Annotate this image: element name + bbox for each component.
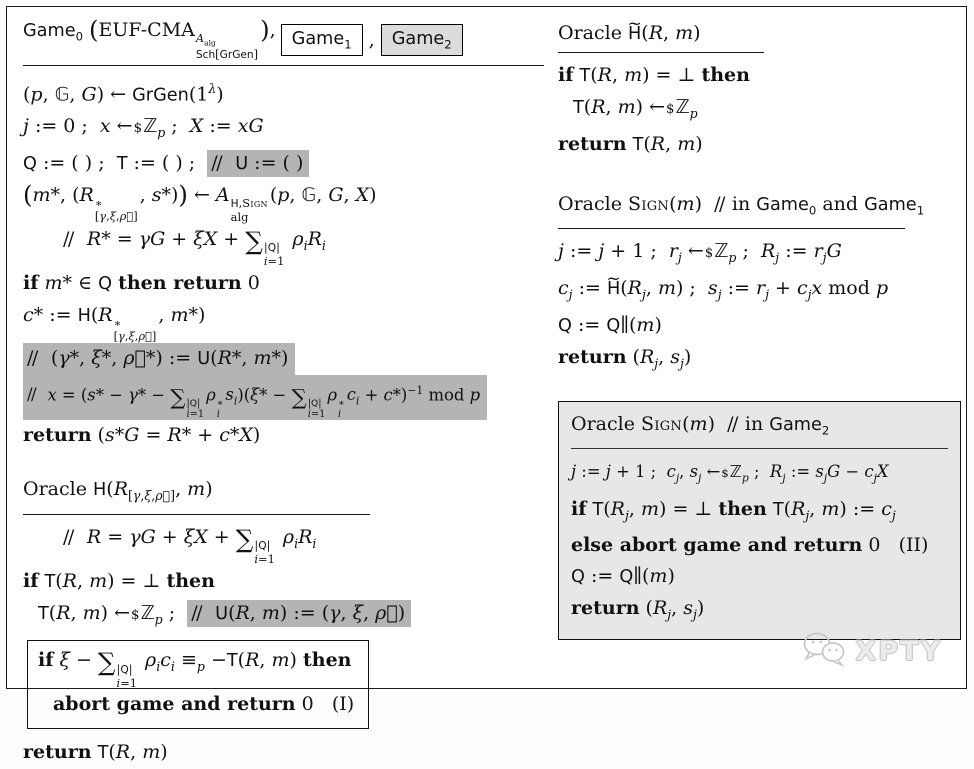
code-line: c* := H(R ∗ [γ,ξ,ρ⃗] , m*) (23, 303, 206, 343)
code-line: else abort game and return 0 (II) (571, 534, 929, 557)
code-line: if ξ − ∑ |Q| i=1 $\rho_ic_i \equiv_p -T(R$, m) then (38, 647, 352, 690)
watermark-label: XPTY (855, 636, 942, 667)
oracle-h-header: Oracle $H(R_{[\gamma,\xi,\rho⃗]}$, m) (23, 477, 213, 503)
code-line: j := j + 1 ; $r_j$ ←$ℤ$_p$ ; $R_j$ := $r_jG$ (558, 240, 842, 266)
oracle-htilde-header: Oracle H ~(R, m) (558, 17, 961, 50)
watermark (802, 631, 942, 672)
oracle-h-rule (23, 514, 370, 515)
oracle-sign2-body (571, 456, 948, 630)
figure-frame (6, 6, 967, 764)
oracle-sign01-header: Oracle Sign(m) // in Game$_0$ and Game$_1$ (558, 192, 925, 218)
game1-chip: Game$_1$ (281, 24, 363, 57)
chip-separator: , (368, 29, 375, 51)
code-line: Q := Q∥(m) (558, 313, 662, 336)
oracle-sign01-body (558, 236, 961, 378)
code-line: // (γ*, ξ*, ρ⃗*) := U(R*, m*) (23, 343, 295, 375)
code-line: // R = γG + ξX + ∑ |Q| i=1 $\rho_iR_i$ (63, 524, 317, 566)
oracle-sign2-header: Oracle Sign(m) // in Game$_2$ (571, 412, 830, 438)
oracle-htilde-rule (558, 52, 764, 53)
code-line: return (s*G = R* + c*X) (23, 423, 261, 446)
game-title-row (23, 14, 544, 63)
chat-bubbles-icon (802, 631, 850, 672)
left-column (23, 14, 544, 769)
code-line: j := 0 ; x ←$ℤ$_p$ ; X := xG (23, 115, 264, 141)
oracle-h-footer (23, 737, 544, 769)
title-rule (23, 65, 544, 66)
oracle-sign2-rule (571, 448, 948, 449)
game-body (23, 73, 544, 451)
code-line: return T(R, m) (558, 132, 703, 155)
code-line: $c_j$ := H $\sim(R_j$, m) ; $s_j$ := $r_j + c_jx$ mod p (558, 273, 961, 310)
code-line: abort game and return 0 (I) (53, 693, 355, 716)
oracle-sign01-rule (558, 228, 905, 229)
code-line: T(R, m) ←$ℤ$_p$ (573, 96, 698, 121)
code-line: (p, 𝔾, G) ← $GrGen(1^\lambda)$ (23, 81, 224, 106)
right-column (558, 17, 961, 640)
code-line: return ($R_j$, $s_j$) (571, 597, 705, 623)
game2-chip: Game$_2$ (381, 24, 463, 57)
oracle-sign2-box (558, 401, 961, 640)
code-line: Q := Q∥(m) (571, 565, 675, 588)
code-line: return T(R, m) (23, 741, 168, 764)
code-line: (m*, (R ∗ [γ,ξ,ρ⃗] , s*)) ← A H,Sign alg (p, 𝔾, G, X) (23, 180, 377, 225)
code-line: return ($R_j$, $s_j$) (558, 345, 692, 371)
code-line: if T(R, m) = ⊥ then (558, 64, 750, 86)
code-line: if $T(R_j$, m) = ⊥ then $T(R_j$, m) := $c_j$ (571, 497, 896, 523)
oracle-htilde-body (558, 60, 961, 161)
code-line: // x = (s* − γ* − ∑ |Q| i=1 ρ ∗ i $s_i)(\xi*$ − ∑ |Q| i=1 ρ ∗ i $c_i + c*)^{-1}$ mod p (23, 375, 487, 420)
abort-case-1-box (27, 640, 369, 729)
code-line: if m* ∈ Q then return 0 (23, 271, 260, 294)
code-line: if T(R, m) = ⊥ then (23, 569, 215, 592)
game0-title: Game$_0$ (EUF-CMA $A_{alg}$ Sch[GrGen] ), (23, 14, 276, 61)
code-line: Q := ( ) ; T := ( ) ; // U := ( ) (23, 148, 544, 180)
code-line: T(R, m) ←$ℤ$_p$ ; // U(R, m) := (γ, ξ, ρ⃗) (23, 598, 544, 635)
code-line: j := j + 1 ; $c_j$, $s_j$ ←$ℤ$_p$ ; $R_j$ := $s_jG - c_jX$ (571, 462, 889, 485)
code-line: // R* = γG + ξX + ∑ |Q| i=1 $\rho_iR_i$ (63, 226, 326, 269)
oracle-h-body (23, 522, 544, 635)
